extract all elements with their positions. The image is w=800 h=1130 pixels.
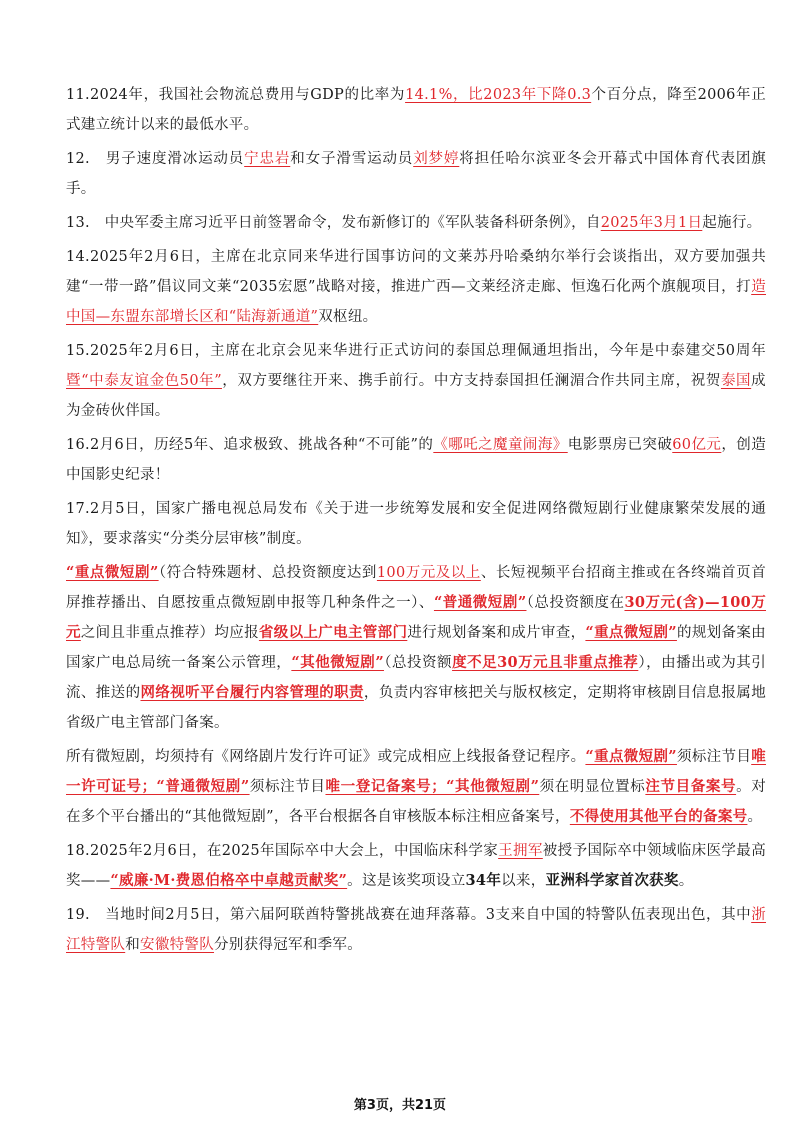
- text-span: 和: [125, 937, 141, 953]
- highlight-span: 安徽特警队: [140, 937, 215, 953]
- text-span: 。: [747, 809, 763, 825]
- text-span: ，创造中国影史纪录！: [66, 437, 766, 483]
- text-span: 12. 男子速度滑冰运动员: [66, 151, 245, 167]
- text-span: 个百分点，降至2006年正式建立统计以来的最低水平。: [66, 87, 766, 133]
- text-span: 被授予国际卒中领域临床医学最高奖——: [66, 843, 766, 889]
- highlight-span: 宁忠岩: [244, 151, 291, 167]
- highlight-span: 14.1%，比2023年下降0.3: [405, 87, 592, 103]
- text-span: 19. 当地时间2月5日，第六届阿联酋特警挑战赛在迪拜落幕。3支来自中国的特警队伍表现出色，其中: [66, 907, 752, 923]
- bold-span: 亚洲科学家首次获奖: [545, 872, 679, 889]
- news-item-11: [66, 80, 766, 140]
- news-item-12: [66, 144, 766, 204]
- highlight-span: 泰国: [720, 373, 752, 389]
- text-span: 的规划备案由国家广电总局统一备案公示管理，: [66, 625, 766, 671]
- text-span: 所有微短剧，均须持有《网络剧片发行许可证》或完成相应上线报备登记程序。: [66, 749, 586, 765]
- text-span: 进行规划备案和成片审查，: [407, 625, 586, 641]
- highlight-span: 省级以上广电主管部门: [258, 624, 408, 641]
- text-span: 15.2025年2月6日，主席在北京会见来华进行正式访问的泰国总理佩通坦指出，今年是中泰建交50周年: [66, 343, 766, 359]
- text-span: 和女子滑雪运动员: [290, 151, 414, 167]
- highlight-span: 暨“中泰友谊金色50年”: [66, 373, 222, 389]
- bold-span: 34年: [465, 872, 502, 889]
- text-span: 。: [678, 873, 694, 889]
- highlight-span: 60亿元: [672, 437, 722, 453]
- highlight-span: “重点微短剧”: [585, 748, 677, 765]
- text-span: 须标注节目: [676, 749, 752, 765]
- text-span: ），由播出或为其引流、推送的: [66, 655, 767, 701]
- text-span: （总投资额度在: [526, 595, 625, 611]
- text-span: 、长短视频平台招商主推或在各终端首页首屏推荐播出、自愿按重点微短剧申报等几种条件之一）、: [66, 565, 766, 611]
- text-span: 电影票房已突破: [567, 437, 673, 453]
- text-span: 以来，: [501, 873, 546, 889]
- text-span: （符合特殊题材、总投资额度达到: [158, 565, 377, 581]
- highlight-span: 100万元及以上: [376, 565, 481, 581]
- text-span: 。这是该奖项设立: [347, 873, 466, 889]
- micro-drama-paragraph-2: [66, 742, 766, 832]
- highlight-span: 浙江特警队: [66, 907, 766, 953]
- highlight-span: “重点微短剧”: [66, 564, 159, 581]
- document-content: [66, 80, 766, 964]
- highlight-span: “其他微短剧”: [291, 654, 384, 671]
- text-span: 起施行。: [702, 215, 762, 231]
- highlight-span: “普通微短剧”: [433, 594, 527, 611]
- text-span: 分别获得冠军和季军。: [214, 937, 363, 953]
- text-span: 成为金砖伙伴国。: [66, 373, 766, 419]
- news-item-15: [66, 336, 766, 426]
- highlight-span: 不得使用其他平台的备案号: [569, 808, 748, 825]
- highlight-span: “威廉·M·费恩伯格卒中卓越贡献奖”: [110, 872, 348, 889]
- highlight-span: 2025年3月1日: [600, 215, 703, 231]
- highlight-span: 刘梦婷: [413, 151, 460, 167]
- highlight-span: 度不足30万元且非重点推荐: [452, 654, 639, 671]
- text-span: 11.2024年，我国社会物流总费用与GDP的比率为: [66, 87, 406, 103]
- news-item-13: [66, 208, 766, 238]
- highlight-span: 唯一许可证号；“普通微短剧”: [66, 748, 767, 795]
- highlight-span: “重点微短剧”: [585, 624, 677, 641]
- text-span: 16.2月6日，历经5年、追求极致、挑战各种“不可能”的: [66, 437, 434, 453]
- text-span: （总投资额: [383, 655, 453, 671]
- text-span: 将担任哈尔滨亚冬会开幕式中国体育代表团旗手。: [66, 151, 766, 197]
- text-span: 。对在多个平台播出的“其他微短剧”，各平台根据各自审核版本标注相应备案号，: [66, 779, 766, 825]
- news-item-14: [66, 242, 766, 332]
- highlight-span: 造中国—东盟东部增长区和“陆海新通道”: [66, 279, 766, 325]
- text-span: 17.2月5日，国家广播电视总局发布《关于进一步统筹发展和安全促进网络微短剧行业健康繁荣发展的通知》，要求落实“分类分层审核”制度。: [66, 501, 766, 547]
- highlight-span: 王拥军: [498, 843, 543, 859]
- text-span: 18.2025年2月6日，在2025年国际卒中大会上，中国临床科学家: [66, 843, 499, 859]
- micro-drama-paragraph-1: [66, 558, 766, 738]
- news-item-18: [66, 836, 766, 896]
- text-span: ，双方要继往开来、携手前行。中方支持泰国担任澜湄合作共同主席，祝贺: [221, 373, 721, 389]
- news-item-17: [66, 494, 766, 554]
- text-span: 14.2025年2月6日，主席在北京同来华进行国事访问的文莱苏丹哈桑纳尔举行会谈指出，双方要加强共建“一带一路”倡议同文莱“2035宏愿”战略对接，推进广西—文莱经济走廊、恒逸石化两个旗舰项目，打: [66, 249, 766, 295]
- news-item-16: [66, 430, 766, 490]
- highlight-span: 网络视听平台履行内容管理的职责: [140, 684, 364, 701]
- text-span: ，负责内容审核把关与版权核定，定期将审核剧目信息报属地省级广电主管部门备案。: [66, 685, 767, 731]
- highlight-span: 《哪吒之魔童闹海》: [433, 437, 568, 453]
- text-span: 须在明显位置标: [539, 779, 646, 795]
- text-span: 之间且非重点推荐）均应报: [80, 625, 259, 641]
- page-number-footer: 第3页，共21页: [353, 1098, 447, 1113]
- text-span: 13. 中央军委主席习近平日前签署命令，发布新修订的《军队装备科研条例》，自: [66, 215, 601, 231]
- highlight-span: 唯一登记备案号；“其他微短剧”: [325, 778, 540, 795]
- text-span: 须标注节目: [249, 779, 326, 795]
- text-span: 双枢纽。: [318, 309, 378, 325]
- news-item-19: [66, 900, 766, 960]
- highlight-span: 30万元(含)—100万元: [66, 594, 766, 641]
- highlight-span: 注节目备案号: [645, 778, 737, 795]
